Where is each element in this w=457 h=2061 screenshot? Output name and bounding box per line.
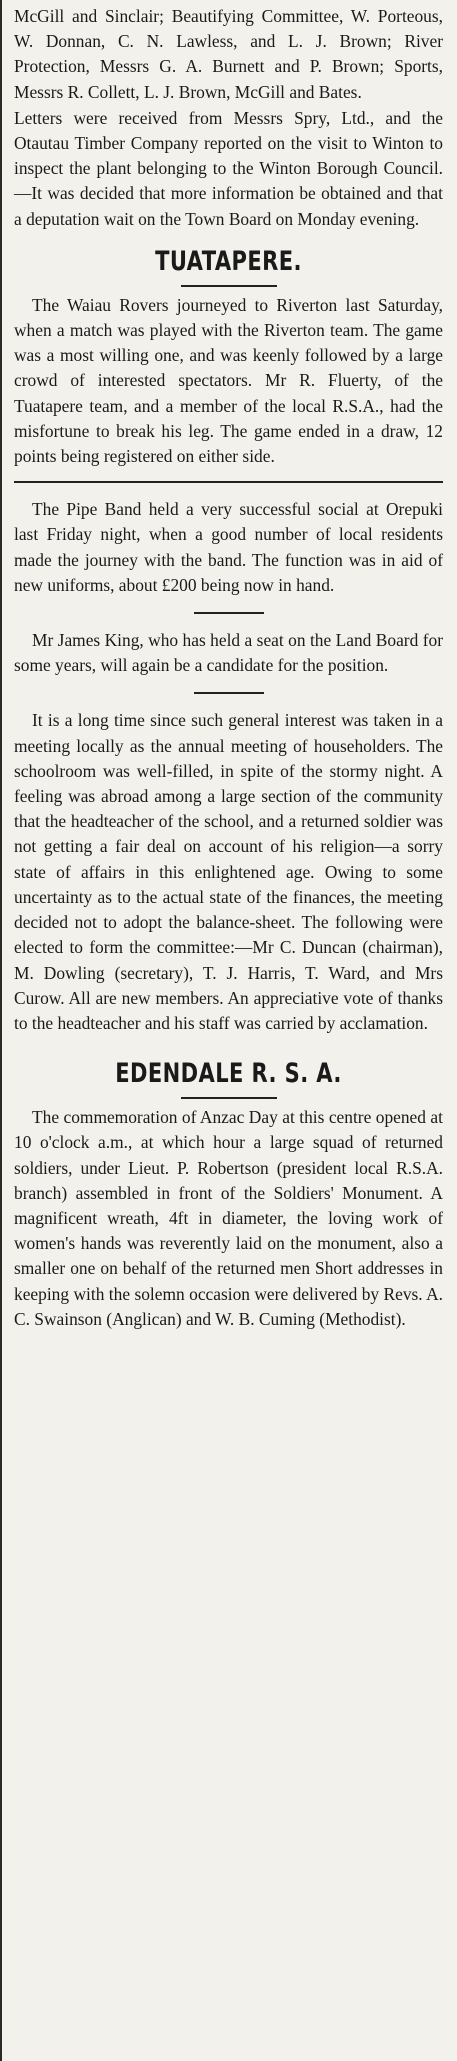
- tuatapere-heading: TUATAPERE.: [155, 245, 302, 277]
- intro-paragraph: Letters were received from Messrs Spry, Ltd., and the Otautau Timber Company reported on the visit to Winton to inspect the plant belonging to the Winton Borough Council.—It was decided that more information be obtained and that a deputation wait on the Town Board on Monday evening.: [14, 107, 443, 229]
- intro-paragraph: McGill and Sinclair; Beautifying Committee, W. Porteous, W. Donnan, C. N. Lawless, and L. J. Brown; River Protection, Messrs G. A. Burnett and P. Brown; Sports, Messrs R. Collett, L. J. Brown, McGill and Bates.: [14, 6, 443, 102]
- item-divider: [14, 481, 443, 483]
- item-divider: [194, 612, 264, 614]
- heading-underline: [181, 1097, 277, 1099]
- heading-underline: [181, 285, 277, 287]
- news-item: Mr James King, who has held a seat on the Land Board for some years, will again be a candidate for the position.: [14, 630, 443, 676]
- news-item: The commemoration of Anzac Day at this centre opened at 10 o'clock a.m., at which hour a large squad of returned soldiers, under Lieut. P. Robertson (president local R.S.A. branch) assembled in front of the Soldiers' Monument. A magnificent wreath, 4ft in diameter, the loving work of women's hands was reverently laid on the monument, also a smaller one on behalf of the returned men Short addresses in keeping with the solemn occasion were delivered by Revs. A. C. Swainson (Anglican) and W. B. Cuming (Methodist).: [14, 1107, 443, 1329]
- news-item: The Waiau Rovers journeyed to Riverton last Saturday, when a match was played with the Riverton team. The game was a most willing one, and was keenly followed by a large crowd of interested spectators. Mr R. Fluerty, of the Tuatapere team, and a member of the local R.S.A., had the misfortune to break his leg. The game ended in a draw, 12 points being registered on either side.: [14, 294, 443, 467]
- edendale-heading: EDENDALE R. S. A.: [115, 1058, 342, 1090]
- item-divider: [194, 692, 264, 694]
- news-item: It is a long time since such general interest was taken in a meeting locally as the annual meeting of householders. The schoolroom was well-filled, in spite of the stormy night. A feeling was abroad among a large section of the community that the headteacher of the school, and a returned soldier was not getting a fair deal on account of his religion—a sorry state of affairs in this enlightened age. Owing to some uncertainty as to the actual state of the finances, the meeting decided not to adopt the balance-sheet. The following were elected to form the committee:—Mr C. Duncan (chairman), M. Dowling (secretary), T. J. Harris, T. Ward, and Mrs Curow. All are new members. An appreciative vote of thanks to the headteacher and his staff was carried by acclamation.: [14, 710, 443, 1033]
- news-item: The Pipe Band held a very successful social at Orepuki last Friday night, when a good number of local residents made the journey with the band. The function was in aid of new uniforms, about £200 being now in hand.: [14, 499, 443, 595]
